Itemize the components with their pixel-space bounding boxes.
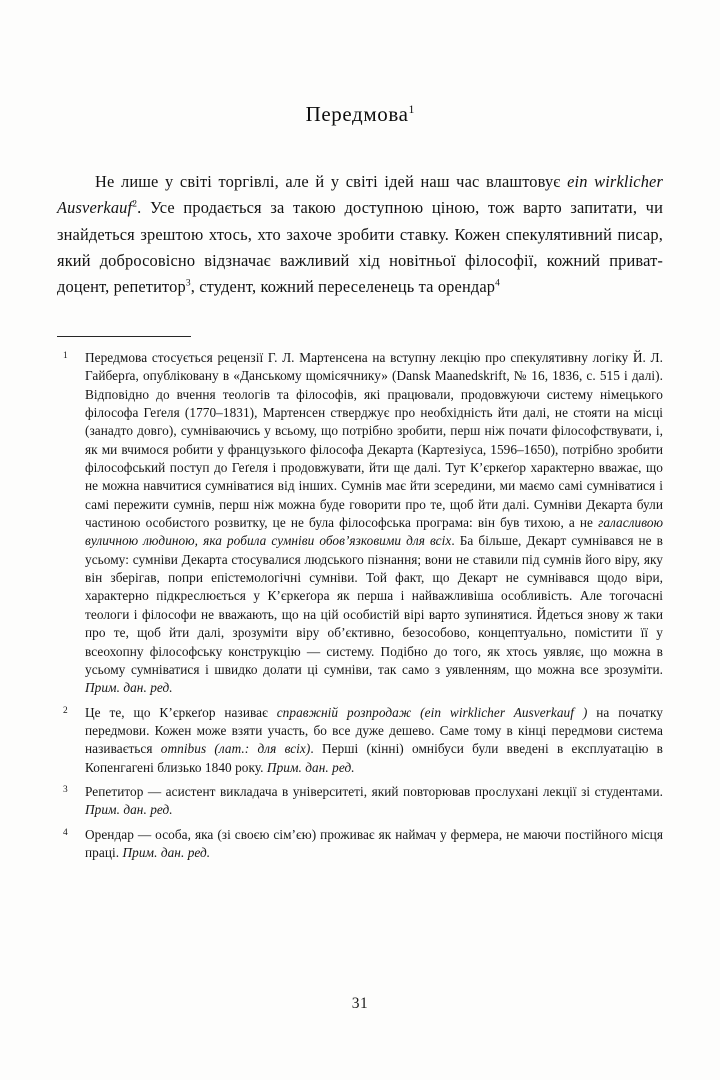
footnote-marker: 4 bbox=[63, 827, 68, 838]
italic-run: Прим. дан. ред. bbox=[266, 759, 355, 775]
page-content-column bbox=[57, 0, 663, 1080]
text-run: , студент, кожний переселенець та орендар bbox=[190, 277, 496, 297]
footnote-text bbox=[85, 704, 663, 777]
footnote-marker: 2 bbox=[63, 705, 68, 716]
text-run: Це те, що К’єркеґор називає bbox=[85, 704, 277, 720]
footnote-text bbox=[85, 826, 663, 863]
page-title bbox=[57, 0, 663, 125]
italic-run: Прим. дан. ред. bbox=[85, 680, 173, 696]
text-run: . Перші (кінні) омнібуси були введені в експлуатацію в Копенгагені близько 1840 року. bbox=[85, 741, 663, 775]
text-run: Орендар — особа, яка (зі своєю сім’єю) проживає як наймач у фермера, не маючи постійного місця праці. bbox=[85, 826, 663, 860]
text-run: . Ба більше, Декарт сумнівався не в усьому: сумніви Декарта стосувалися людського пізнання; вони не ставили під сумнів його віру, яку він зберігав, попри епістемологічні сумніви. Той факт, що Декарт не сумнівався щодо віри, характерно підкреслюється у К’єркеґора як перша і найважливіша особливість. Але тогочасні теологи і філософи не вважають, що на цій особистій вірі варто зупинятися. Йдеться знову ж таки про те, щоб йти далі, зрозуміти віру об’єктивно, безособово, концептуально, помістити її у всеохопну філософську конструкцію — систему. Подібно до того, як хтось уявляє, що можна в усьому сумніватися і швидко долати ці сумніви, так само з уявленням, що можна все зрозуміти. bbox=[85, 533, 663, 677]
footnote-marker: 3 bbox=[63, 784, 68, 795]
footnote-text bbox=[85, 349, 663, 698]
footnote-separator-rule bbox=[57, 336, 191, 337]
body-text-block bbox=[57, 169, 663, 300]
text-run: Передмова стосується рецензії Г. Л. Мартенсена на вступну лекцію про спекулятивну логіку Й. Л. Гайберґа, опубліковану в «Данському щомісячнику» (Dansk Maanedskrift, № 16, 1836, с. 515 і далі). Відповідно до вчення теологів та філософів, які працювали, продовжуючи систему німецького філософа Геґеля (1770–1831), Мартенсен стверджує про необхідність йти далі, не стояти на місці (занадто довго), сумніваючись у всьому, що потрібно зробити, перш ніж почати філософствувати, і, як ми вчимося робити у французького філософа Декарта (Картезіуса, 1596–1650), потрібно зробити філософський поступ до Геґеля і продовжувати, йти ще далі. Тут К’єркеґор характерно вважає, що не можна навчитися сумніватися від інших. Сумнів має йти зсередини, ми маємо самі сумніватися і самі пережити сумнів, перш ніж можна буде говорити про те, щоб йти далі. Сумніви Декарта були частиною особистого розвитку, це не була філософська програма: він був тихою, а не bbox=[85, 350, 663, 531]
italic-run: omnibus (лат.: для всіх) bbox=[160, 741, 311, 757]
footnote-list bbox=[57, 349, 663, 862]
text-run: Репетитор — асистент викладача в університеті, який повторював прослухані лекції зі студентами. bbox=[85, 783, 663, 799]
italic-run: ein wirklicher Ausverkauf bbox=[57, 172, 663, 218]
text-run: . Усе продається за такою доступною ціною, тож варто запитати, чи знайдеться зрештою хтось, хто захоче зробити ставку. Кожен спекулятивний писар, який добросовісно відзначає важливий хід новітньої філософії, кожний приват-доцент, репетитор bbox=[57, 198, 663, 297]
footnote-marker: 1 bbox=[63, 351, 68, 361]
page-title-footnote-marker: 1 bbox=[408, 103, 415, 116]
text-run: на початку передмови. Кожен може взяти участь, бо все дуже дешево. Саме тому в кінці передмови система називається bbox=[85, 704, 663, 757]
footnote-item bbox=[57, 826, 663, 863]
italic-run: галасливою вуличною людиною, яка робила сумніви обов’язковими для всіх bbox=[85, 515, 663, 549]
footnote-item bbox=[57, 349, 663, 698]
footnote-item bbox=[57, 783, 663, 820]
footnote-reference-marker: 3 bbox=[185, 278, 191, 289]
footnote-reference-marker: 2 bbox=[132, 199, 138, 210]
page-number: 31 bbox=[351, 995, 369, 1012]
italic-run: Прим. дан. ред. bbox=[122, 844, 211, 860]
page-title-text: Передмова bbox=[305, 102, 409, 126]
text-run: Не лише у світі торгівлі, але й у світі ідей наш час влаштовує bbox=[95, 172, 568, 191]
footnote-item bbox=[57, 704, 663, 777]
footnote-text bbox=[85, 783, 663, 820]
footnote-reference-marker: 4 bbox=[495, 278, 501, 289]
italic-run: справжній розпродаж (ein wirklicher Ausverkauf ) bbox=[276, 704, 588, 720]
body-paragraph bbox=[57, 169, 663, 300]
italic-run: Прим. дан. ред. bbox=[85, 802, 173, 818]
